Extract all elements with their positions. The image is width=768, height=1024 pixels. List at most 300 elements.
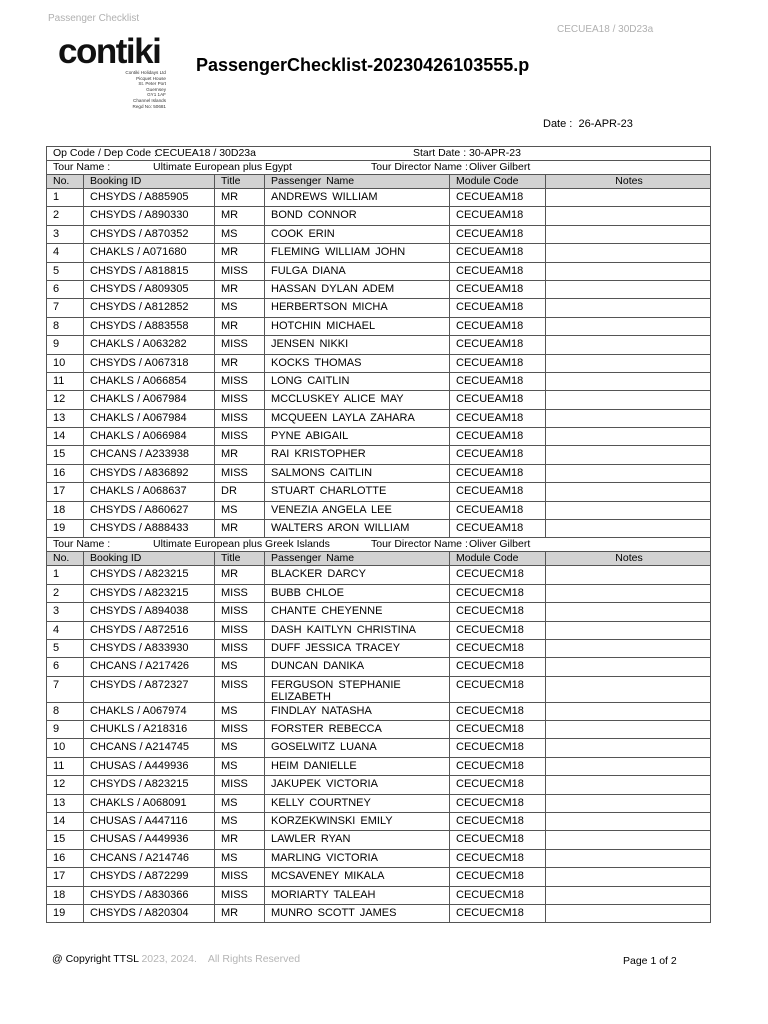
page-header-right: CECUEA18 / 30D23a [557,24,654,35]
cell-title: MISS [215,603,265,620]
cell-passenger-name: STUART CHARLOTTE [265,483,450,500]
document-title: PassengerChecklist-20230426103555.p [196,55,530,75]
logo-address-line: Guernsey [146,86,166,92]
cell-no: 14 [47,428,84,445]
cell-no: 2 [47,585,84,602]
cell-module-code: CECUEAM18 [450,428,546,445]
cell-no: 12 [47,776,84,793]
cell-notes [546,795,710,812]
cell-booking-id: CHUKLS / A218316 [84,721,215,738]
cell-module-code: CECUECM18 [450,795,546,812]
cell-passenger-name: KORZEKWINSKI EMILY [265,813,450,830]
passenger-row [47,520,710,538]
cell-booking-id: CHSYDS / A872516 [84,622,215,639]
cell-passenger-name: MCSAVENEY MIKALA [265,868,450,885]
cell-booking-id: CHSYDS / A812852 [84,299,215,316]
passenger-row [47,850,710,868]
cell-no: 15 [47,831,84,848]
cell-module-code: CECUECM18 [450,658,546,675]
cell-booking-id: CHSYDS / A894038 [84,603,215,620]
cell-title: MR [215,189,265,206]
op-code-value: CECUEA18 / 30D23a [155,147,256,159]
cell-passenger-name: HOTCHIN MICHAEL [265,318,450,335]
passenger-row [47,355,710,373]
passenger-row [47,263,710,281]
cell-no: 11 [47,373,84,390]
cell-title: MS [215,758,265,775]
cell-notes [546,520,710,537]
tour-name-label: Tour Name : [53,161,111,173]
cell-booking-id: CHSYDS / A885905 [84,189,215,206]
passenger-row [47,410,710,428]
col-header-title: Title [215,175,265,188]
cell-module-code: CECUEAM18 [450,263,546,280]
passenger-row [47,868,710,886]
cell-booking-id: CHCANS / A214745 [84,739,215,756]
cell-notes [546,585,710,602]
cell-passenger-name: ANDREWS WILLIAM [265,189,450,206]
tour-name-value: Ultimate European plus Greek Islands [153,538,330,551]
tour-name-value: Ultimate European plus Egypt [153,161,292,173]
cell-notes [546,640,710,657]
cell-notes [546,244,710,261]
cell-passenger-name: HASSAN DYLAN ADEM [265,281,450,298]
passenger-row [47,658,710,676]
tour-director-value: Oliver Gilbert [469,538,531,551]
cell-module-code: CECUEAM18 [450,446,546,463]
tour-director-label: Tour Director Name : [371,538,468,551]
passenger-row [47,465,710,483]
cell-title: MS [215,299,265,316]
op-code-label: Op Code / Dep Code : [53,147,157,159]
passenger-row [47,189,710,207]
cell-no: 13 [47,795,84,812]
cell-booking-id: CHSYDS / A872299 [84,868,215,885]
col-header-passenger-name: Passenger Name [265,175,450,188]
cell-title: MISS [215,640,265,657]
document-date [543,118,633,130]
cell-booking-id: CHCANS / A217426 [84,658,215,675]
cell-booking-id: CHSYDS / A872327 [84,677,215,702]
cell-booking-id: CHAKLS / A067984 [84,410,215,427]
logo-address-line: Picquet House [136,75,166,81]
cell-notes [546,299,710,316]
cell-module-code: CECUECM18 [450,603,546,620]
op-info-row [47,147,710,161]
cell-module-code: CECUECM18 [450,585,546,602]
cell-title: MR [215,318,265,335]
cell-module-code: CECUEAM18 [450,502,546,519]
cell-notes [546,603,710,620]
passenger-row [47,391,710,409]
passenger-row [47,776,710,794]
cell-no: 14 [47,813,84,830]
passenger-row [47,428,710,446]
cell-passenger-name: WALTERS ARON WILLIAM [265,520,450,537]
tour-info-row [47,161,710,175]
cell-module-code: CECUECM18 [450,831,546,848]
cell-module-code: CECUEAM18 [450,189,546,206]
cell-no: 10 [47,739,84,756]
cell-title: MR [215,244,265,261]
cell-module-code: CECUECM18 [450,721,546,738]
column-header-row [47,175,710,189]
cell-notes [546,391,710,408]
cell-title: MISS [215,776,265,793]
cell-booking-id: CHSYDS / A830366 [84,887,215,904]
cell-no: 4 [47,244,84,261]
contiki-logo [58,32,170,109]
cell-module-code: CECUEAM18 [450,391,546,408]
cell-no: 6 [47,281,84,298]
cell-module-code: CECUEAM18 [450,281,546,298]
cell-booking-id: CHSYDS / A883558 [84,318,215,335]
cell-module-code: CECUEAM18 [450,318,546,335]
tour-director-label: Tour Director Name : [371,161,468,173]
passenger-row [47,281,710,299]
copyright-text: @ Copyright TTSL [52,953,139,965]
logo-address-line: GY1 1AF [147,92,166,98]
cell-title: MISS [215,336,265,353]
cell-passenger-name: FINDLAY NATASHA [265,703,450,720]
cell-booking-id: CHAKLS / A068637 [84,483,215,500]
cell-passenger-name: BUBB CHLOE [265,585,450,602]
cell-title: MISS [215,465,265,482]
cell-notes [546,813,710,830]
cell-booking-id: CHAKLS / A071680 [84,244,215,261]
passenger-row [47,831,710,849]
cell-no: 9 [47,336,84,353]
cell-notes [546,868,710,885]
rights-text: All Rights Reserved [207,953,301,965]
cell-title: MISS [215,263,265,280]
start-date-label: Start Date : [413,147,467,159]
cell-no: 1 [47,189,84,206]
cell-notes [546,739,710,756]
cell-title: MR [215,281,265,298]
cell-no: 1 [47,566,84,583]
cell-booking-id: CHSYDS / A818815 [84,263,215,280]
cell-title: MISS [215,887,265,904]
cell-notes [546,465,710,482]
cell-notes [546,776,710,793]
col-header-module-code: Module Code [450,175,546,188]
cell-module-code: CECUECM18 [450,758,546,775]
tour-director-value: Oliver Gilbert [469,161,531,173]
cell-title: MISS [215,585,265,602]
cell-title: MS [215,658,265,675]
col-header-module-code: Module Code [450,552,546,565]
cell-no: 7 [47,677,84,702]
cell-notes [546,336,710,353]
cell-module-code: CECUEAM18 [450,520,546,537]
cell-module-code: CECUECM18 [450,703,546,720]
passenger-row [47,813,710,831]
cell-passenger-name: FLEMING WILLIAM JOHN [265,244,450,261]
cell-title: MS [215,813,265,830]
cell-notes [546,483,710,500]
cell-passenger-name: CHANTE CHEYENNE [265,603,450,620]
copyright-years: 2023, 2024. [141,953,197,965]
col-header-no: No. [47,552,84,565]
cell-no: 3 [47,603,84,620]
cell-notes [546,446,710,463]
cell-notes [546,281,710,298]
passenger-row [47,887,710,905]
cell-passenger-name: DUFF JESSICA TRACEY [265,640,450,657]
cell-module-code: CECUECM18 [450,640,546,657]
cell-title: DR [215,483,265,500]
cell-booking-id: CHSYDS / A823215 [84,776,215,793]
col-header-booking-id: Booking ID [84,175,215,188]
cell-no: 17 [47,868,84,885]
cell-no: 18 [47,887,84,904]
passenger-row [47,318,710,336]
page-header-left: Passenger Checklist [48,13,140,24]
cell-title: MS [215,703,265,720]
cell-module-code: CECUECM18 [450,739,546,756]
cell-module-code: CECUEAM18 [450,244,546,261]
passenger-row [47,585,710,603]
cell-booking-id: CHSYDS / A836892 [84,465,215,482]
logo-address-line: Channel Islands [133,97,166,103]
passenger-row [47,207,710,225]
tour-info-row [47,538,710,552]
cell-booking-id: CHCANS / A214746 [84,850,215,867]
cell-module-code: CECUEAM18 [450,336,546,353]
cell-title: MS [215,502,265,519]
cell-notes [546,703,710,720]
cell-notes [546,410,710,427]
logo-wordmark: contiki [58,32,161,71]
cell-notes [546,658,710,675]
cell-booking-id: CHSYDS / A890330 [84,207,215,224]
cell-title: MR [215,207,265,224]
cell-module-code: CECUECM18 [450,776,546,793]
cell-passenger-name: COOK ERIN [265,226,450,243]
cell-booking-id: CHUSAS / A449936 [84,758,215,775]
cell-no: 3 [47,226,84,243]
footer-copyright [52,953,300,965]
cell-title: MISS [215,410,265,427]
cell-module-code: CECUECM18 [450,887,546,904]
cell-passenger-name: DUNCAN DANIKA [265,658,450,675]
cell-notes [546,502,710,519]
cell-title: MR [215,905,265,922]
cell-passenger-name: VENEZIA ANGELA LEE [265,502,450,519]
tour-name-label: Tour Name : [53,538,111,551]
cell-passenger-name: KOCKS THOMAS [265,355,450,372]
cell-module-code: CECUEAM18 [450,483,546,500]
passenger-row [47,640,710,658]
passenger-row [47,795,710,813]
cell-title: MR [215,446,265,463]
cell-booking-id: CHSYDS / A067318 [84,355,215,372]
cell-booking-id: CHCANS / A233938 [84,446,215,463]
cell-passenger-name: KELLY COURTNEY [265,795,450,812]
col-header-title: Title [215,552,265,565]
cell-title: MISS [215,868,265,885]
cell-notes [546,905,710,922]
cell-passenger-name: BLACKER DARCY [265,566,450,583]
cell-passenger-name: GOSELWITZ LUANA [265,739,450,756]
cell-passenger-name: DASH KAITLYN CHRISTINA [265,622,450,639]
cell-passenger-name: LONG CAITLIN [265,373,450,390]
cell-title: MS [215,850,265,867]
cell-notes [546,189,710,206]
cell-module-code: CECUEAM18 [450,465,546,482]
cell-no: 12 [47,391,84,408]
cell-title: MISS [215,428,265,445]
cell-module-code: CECUECM18 [450,868,546,885]
cell-title: MISS [215,373,265,390]
passenger-table [46,146,711,923]
cell-no: 17 [47,483,84,500]
passenger-row [47,244,710,262]
cell-passenger-name: BOND CONNOR [265,207,450,224]
date-value: 26-APR-23 [578,118,633,130]
cell-notes [546,428,710,445]
cell-no: 16 [47,465,84,482]
cell-no: 2 [47,207,84,224]
col-header-passenger-name: Passenger Name [265,552,450,565]
cell-module-code: CECUECM18 [450,813,546,830]
cell-passenger-name: FORSTER REBECCA [265,721,450,738]
col-header-notes: Notes [615,175,643,187]
cell-passenger-name: HEIM DANIELLE [265,758,450,775]
cell-booking-id: CHAKLS / A066854 [84,373,215,390]
cell-module-code: CECUECM18 [450,677,546,702]
logo-address-line: Regd No: 50681 [132,103,166,109]
page-number: Page 1 of 2 [623,955,677,967]
passenger-row [47,739,710,757]
passenger-row [47,677,710,703]
cell-booking-id: CHSYDS / A823215 [84,566,215,583]
passenger-row [47,721,710,739]
logo-address [58,70,166,109]
cell-booking-id: CHUSAS / A447116 [84,813,215,830]
col-header-notes: Notes [615,552,643,565]
cell-no: 10 [47,355,84,372]
cell-title: MISS [215,622,265,639]
cell-notes [546,207,710,224]
cell-passenger-name: JAKUPEK VICTORIA [265,776,450,793]
column-header-row [47,552,710,566]
cell-module-code: CECUEAM18 [450,355,546,372]
passenger-row [47,483,710,501]
cell-notes [546,226,710,243]
cell-module-code: CECUECM18 [450,622,546,639]
cell-passenger-name: JENSEN NIKKI [265,336,450,353]
cell-module-code: CECUECM18 [450,905,546,922]
cell-passenger-name: FULGA DIANA [265,263,450,280]
cell-no: 8 [47,318,84,335]
logo-address-line: St. Peter Port [138,81,166,87]
passenger-row [47,905,710,923]
cell-booking-id: CHAKLS / A067974 [84,703,215,720]
cell-module-code: CECUEAM18 [450,207,546,224]
cell-notes [546,318,710,335]
cell-module-code: CECUECM18 [450,850,546,867]
cell-booking-id: CHUSAS / A449936 [84,831,215,848]
cell-no: 4 [47,622,84,639]
cell-no: 19 [47,905,84,922]
cell-booking-id: CHAKLS / A068091 [84,795,215,812]
cell-notes [546,373,710,390]
cell-passenger-name: PYNE ABIGAIL [265,428,450,445]
cell-no: 7 [47,299,84,316]
cell-notes [546,887,710,904]
start-date-value: 30-APR-23 [469,147,521,159]
cell-passenger-name: FERGUSON STEPHANIE ELIZABETH [265,677,450,702]
cell-no: 19 [47,520,84,537]
passenger-row [47,502,710,520]
cell-module-code: CECUECM18 [450,566,546,583]
cell-notes [546,721,710,738]
cell-title: MR [215,831,265,848]
cell-no: 18 [47,502,84,519]
cell-no: 15 [47,446,84,463]
cell-module-code: CECUEAM18 [450,299,546,316]
cell-title: MS [215,795,265,812]
cell-title: MR [215,566,265,583]
cell-passenger-name: LAWLER RYAN [265,831,450,848]
cell-booking-id: CHSYDS / A833930 [84,640,215,657]
cell-no: 5 [47,640,84,657]
cell-booking-id: CHSYDS / A823215 [84,585,215,602]
cell-no: 11 [47,758,84,775]
passenger-row [47,758,710,776]
cell-module-code: CECUEAM18 [450,373,546,390]
cell-notes [546,758,710,775]
cell-notes [546,850,710,867]
cell-passenger-name: SALMONS CAITLIN [265,465,450,482]
cell-passenger-name: MORIARTY TALEAH [265,887,450,904]
cell-module-code: CECUEAM18 [450,410,546,427]
cell-title: MISS [215,391,265,408]
passenger-row [47,603,710,621]
cell-title: MISS [215,721,265,738]
cell-notes [546,677,710,702]
cell-booking-id: CHSYDS / A860627 [84,502,215,519]
cell-module-code: CECUEAM18 [450,226,546,243]
cell-notes [546,263,710,280]
cell-booking-id: CHAKLS / A067984 [84,391,215,408]
cell-no: 13 [47,410,84,427]
cell-booking-id: CHAKLS / A066984 [84,428,215,445]
date-label: Date : [543,118,573,130]
cell-notes [546,566,710,583]
cell-passenger-name: MUNRO SCOTT JAMES [265,905,450,922]
passenger-row [47,622,710,640]
col-header-booking-id: Booking ID [84,552,215,565]
cell-no: 16 [47,850,84,867]
cell-booking-id: CHAKLS / A063282 [84,336,215,353]
passenger-row [47,446,710,464]
cell-booking-id: CHSYDS / A870352 [84,226,215,243]
cell-passenger-name: MCCLUSKEY ALICE MAY [265,391,450,408]
cell-title: MR [215,355,265,372]
cell-booking-id: CHSYDS / A820304 [84,905,215,922]
passenger-row [47,373,710,391]
cell-notes [546,355,710,372]
cell-title: MS [215,739,265,756]
cell-title: MS [215,226,265,243]
cell-passenger-name: MARLING VICTORIA [265,850,450,867]
logo-address-line: Contiki Holidays Ltd [125,70,166,75]
col-header-no: No. [47,175,84,188]
cell-notes [546,831,710,848]
